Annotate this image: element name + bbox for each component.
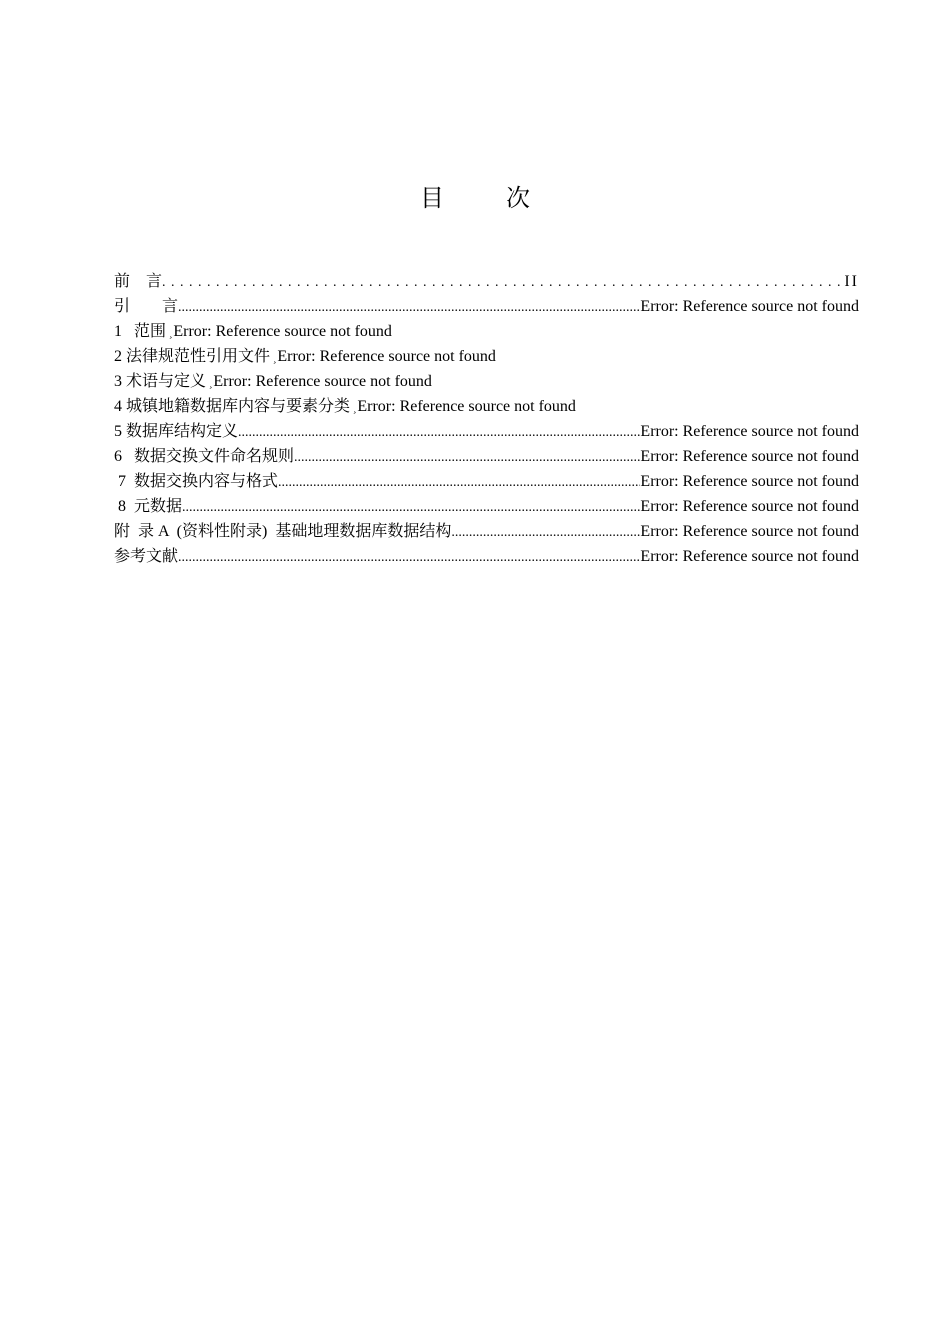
dot-leader	[294, 445, 640, 469]
toc-entry-exchange-format[interactable]	[114, 469, 859, 494]
toc-entry-page: Error: Reference source not found	[640, 548, 859, 565]
toc-entry-metadata[interactable]	[114, 494, 859, 519]
toc-entry-page: II	[844, 273, 859, 290]
toc-entry-appendix-a[interactable]	[114, 519, 859, 544]
toc-entry-database-content[interactable]	[114, 394, 859, 419]
toc-entry-label: 6 数据交换文件命名规则	[114, 448, 295, 465]
title-char-1: 目	[420, 184, 444, 212]
toc-entry-page: Error: Reference source not found	[277, 348, 496, 365]
toc-entry-file-naming[interactable]	[114, 444, 859, 469]
toc-entry-page: Error: Reference source not found	[213, 373, 432, 390]
toc-entry-label: 7 数据交换内容与格式	[114, 473, 279, 490]
toc-entry-page: Error: Reference source not found	[640, 298, 859, 315]
dot-leader	[178, 295, 640, 319]
dot-leader	[162, 270, 844, 294]
toc-entry-label: 1 范围	[114, 323, 167, 340]
toc-entry-label: 3 术语与定义	[114, 373, 207, 390]
toc-entry-page: Error: Reference source not found	[640, 498, 859, 515]
toc-entry-page: Error: Reference source not found	[640, 473, 859, 490]
field-anchor-mark: ¸	[353, 403, 357, 414]
dot-leader	[238, 420, 640, 444]
toc-entry-terms-definitions[interactable]	[114, 369, 859, 394]
dot-leader	[178, 545, 640, 569]
toc-entry-label: 前 言	[114, 273, 163, 290]
toc-entry-bibliography[interactable]	[114, 544, 859, 569]
dot-leader	[451, 520, 640, 544]
toc-entry-label: 附 录 A (资料性附录) 基础地理数据库数据结构	[114, 523, 452, 540]
toc-entry-foreword[interactable]	[114, 269, 859, 294]
toc-entry-page: Error: Reference source not found	[173, 323, 392, 340]
dot-leader	[278, 470, 640, 494]
page-title	[0, 180, 950, 216]
toc-entry-page: Error: Reference source not found	[357, 398, 576, 415]
toc-entry-label: 引 言	[114, 298, 179, 315]
toc-entry-label: 4 城镇地籍数据库内容与要素分类	[114, 398, 351, 415]
toc-entry-label: 2 法律规范性引用文件	[114, 348, 271, 365]
toc-entry-scope[interactable]	[114, 319, 859, 344]
toc-entry-introduction[interactable]	[114, 294, 859, 319]
field-anchor-mark: ¸	[169, 328, 173, 339]
toc-entry-page: Error: Reference source not found	[640, 423, 859, 440]
toc-entry-label: 5 数据库结构定义	[114, 423, 239, 440]
toc-entry-database-structure[interactable]	[114, 419, 859, 444]
field-anchor-mark: ¸	[209, 378, 213, 389]
toc-entry-page: Error: Reference source not found	[640, 448, 859, 465]
toc-entry-page: Error: Reference source not found	[640, 523, 859, 540]
title-char-2: 次	[506, 184, 530, 212]
toc-entry-label: 参考文献	[114, 548, 179, 565]
toc-entry-normative-references[interactable]	[114, 344, 859, 369]
field-anchor-mark: ¸	[273, 353, 277, 364]
table-of-contents	[114, 269, 859, 569]
dot-leader	[182, 495, 640, 519]
toc-entry-label: 8 元数据	[114, 498, 183, 515]
